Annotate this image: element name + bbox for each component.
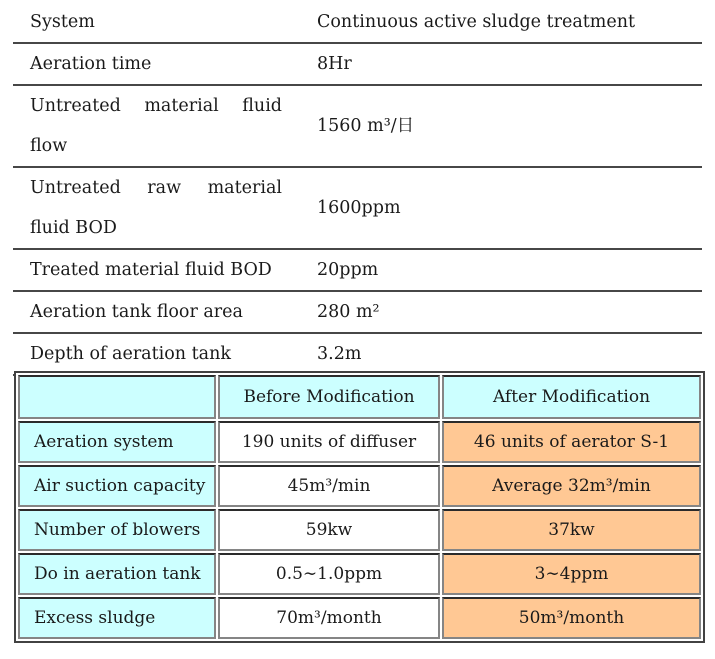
table-row (13, 85, 702, 167)
table-row (18, 553, 701, 595)
comparison-row-label: Number of blowers (18, 509, 216, 551)
table-row (18, 509, 701, 551)
comparison-after-value: 46 units of aerator S-1 (442, 421, 701, 463)
comparison-after-value: 50m³/month (442, 597, 701, 639)
spec-row-value: 8Hr (310, 43, 702, 85)
table-row (13, 43, 702, 85)
spec-row-label: Aeration tank floor area (30, 302, 243, 322)
table-row (18, 597, 701, 639)
comparison-after-value: 37kw (442, 509, 701, 551)
spec-row-value: 280 m² (310, 291, 702, 333)
table-row (13, 2, 702, 43)
comparison-row-label: Air suction capacity (18, 465, 216, 507)
comparison-row-label: Excess sludge (18, 597, 216, 639)
comparison-before-value: 0.5∼1.0ppm (218, 553, 440, 595)
table-row (18, 465, 701, 507)
comparison-after-value: 3∼4ppm (442, 553, 701, 595)
comparison-row-label: Aeration system (18, 421, 216, 463)
header-cell-before: Before Modification (218, 375, 440, 419)
table-header-row (18, 375, 701, 419)
spec-row-label: Untreated material fluid flow (30, 96, 282, 156)
comparison-row-label: Do in aeration tank (18, 553, 216, 595)
spec-row-value: Continuous active sludge treatment (310, 2, 702, 43)
header-cell-after: After Modification (442, 375, 701, 419)
spec-table (13, 2, 702, 376)
spec-row-value: 1560 m³/日 (310, 85, 702, 167)
table-row (18, 421, 701, 463)
comparison-before-value: 190 units of diffuser (218, 421, 440, 463)
spec-row-value: 3.2m (310, 333, 702, 375)
spec-row-label: System (30, 12, 95, 32)
table-row (13, 167, 702, 249)
table-row (13, 249, 702, 291)
spec-row-value: 1600ppm (310, 167, 702, 249)
spec-row-value: 20ppm (310, 249, 702, 291)
comparison-after-value: Average 32m³/min (442, 465, 701, 507)
spec-row-label: Untreated raw material fluid BOD (30, 178, 282, 238)
table-row (13, 333, 702, 375)
comparison-before-value: 45m³/min (218, 465, 440, 507)
spec-row-label: Depth of aeration tank (30, 344, 231, 364)
comparison-before-value: 70m³/month (218, 597, 440, 639)
header-cell-empty (18, 375, 216, 419)
table-row (13, 291, 702, 333)
spec-row-label: Aeration time (30, 54, 152, 74)
comparison-before-value: 59kw (218, 509, 440, 551)
comparison-table (14, 371, 705, 643)
spec-row-label: Treated material fluid BOD (30, 260, 272, 280)
